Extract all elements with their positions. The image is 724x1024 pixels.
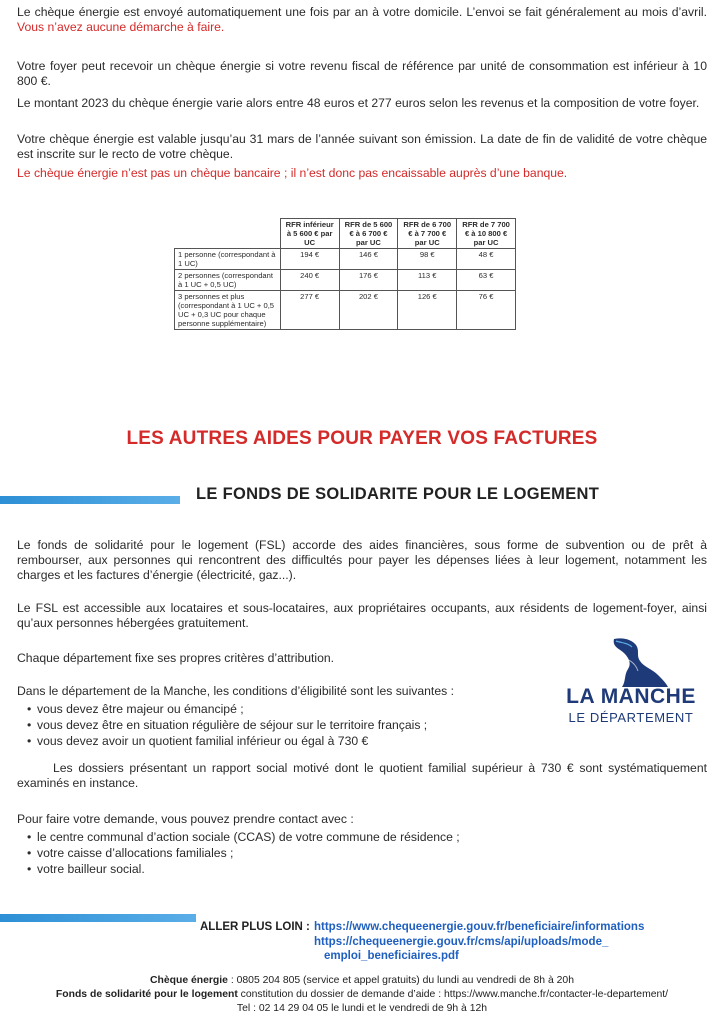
title-accent-bar	[0, 496, 180, 504]
list-item: • votre caisse d’allocations familiales ;	[17, 845, 617, 861]
table-cell: 176 €	[339, 270, 398, 291]
fsl-title: LE FONDS DE SOLIDARITE POUR LE LOGEMENT	[196, 485, 600, 503]
table-row-label: 3 personnes et plus (correspondant à 1 UC + 0,5 UC + 0,3 UC pour chaque personne supplémentaire)	[175, 291, 281, 330]
list-item: • vous devez avoir un quotient familial inférieur ou égal à 730 €	[17, 733, 537, 749]
intro-paragraph-3: Le montant 2023 du chèque énergie varie alors entre 48 euros et 277 euros selon les revenus et la composition de votre foyer.	[17, 96, 700, 110]
intro-paragraph-1	[17, 5, 707, 35]
intro-paragraph-5: Le chèque énergie n’est pas un chèque bancaire ; il n’est donc pas encaissable auprès d’une banque.	[17, 166, 568, 180]
section-title: LES AUTRES AIDES POUR PAYER VOS FACTURES	[126, 428, 598, 449]
more-accent-bar	[0, 914, 196, 922]
fsl-paragraph-2: Le FSL est accessible aux locataires et sous-locataires, aux propriétaires occupants, aux résidents de logement-foyer, ainsi qu’aux personnes hébergées gratuitement.	[17, 601, 707, 630]
table-corner-cell	[175, 219, 281, 249]
footer-l1-text: : 0805 204 805 (service et appel gratuits) du lundi au vendredi de 8h à 20h	[227, 975, 574, 986]
more-label: ALLER PLUS LOIN :	[200, 921, 310, 933]
table-header: RFR de 5 600 € à 6 700 € par UC	[339, 219, 398, 249]
list-item: • vous devez être majeur ou émancipé ;	[17, 701, 537, 717]
fsl-paragraph-5: Les dossiers présentant un rapport social motivé dont le quotient familial supérieur à 730 € sont systématiquement examinés en instance.	[17, 761, 707, 790]
list-item: • vous devez être en situation régulière de séjour sur le territoire français ;	[17, 717, 537, 733]
list-item: • le centre communal d’action sociale (CCAS) de votre commune de résidence ;	[17, 829, 617, 845]
list-item: • votre bailleur social.	[17, 861, 617, 877]
fsl-paragraph-4: Dans le département de la Manche, les conditions d’éligibilité sont les suivantes :	[17, 684, 454, 698]
table-row	[175, 270, 516, 291]
logo-line-2: LE DÉPARTEMENT	[568, 710, 694, 725]
link-mode-emploi-cont[interactable]: emploi_beneficiaires.pdf	[324, 950, 459, 962]
la-manche-map-icon	[602, 637, 682, 687]
conditions-list	[17, 701, 537, 749]
table-row	[175, 291, 516, 330]
intro-paragraph-4: Votre chèque énergie est valable jusqu’au 31 mars de l’année suivant son émission. La date de fin de validité de votre chèque est inscrite sur le recto de votre chèque.	[17, 132, 707, 161]
footer-line-1	[0, 974, 724, 987]
footer-l2-bold: Fonds de solidarité pour le logement	[55, 989, 238, 1000]
table-cell: 48 €	[457, 249, 516, 270]
logo-line-1: LA MANCHE	[566, 685, 696, 708]
table-header-row	[175, 219, 516, 249]
table-cell: 63 €	[457, 270, 516, 291]
contacts-list	[17, 829, 617, 877]
table-row-label: 2 personnes (correspondant à 1 UC + 0,5 UC)	[175, 270, 281, 291]
table-cell: 76 €	[457, 291, 516, 330]
cheque-energie-table	[174, 218, 516, 330]
table-row-label: 1 personne (correspondant à 1 UC)	[175, 249, 281, 270]
table-cell: 277 €	[280, 291, 339, 330]
table-cell: 98 €	[398, 249, 457, 270]
intro-paragraph-2: Votre foyer peut recevoir un chèque énergie si votre revenu fiscal de référence par unité de consommation est inférieur à 10 800 €.	[17, 59, 707, 88]
footer-line-3: Tel : 02 14 29 04 05 le lundi et le vendredi de 9h à 12h	[236, 1003, 488, 1014]
table-cell: 126 €	[398, 291, 457, 330]
footer-line-2	[0, 988, 724, 1001]
table-header: RFR de 7 700 € à 10 800 € par UC	[457, 219, 516, 249]
table-cell: 194 €	[280, 249, 339, 270]
table-row	[175, 249, 516, 270]
link-mode-emploi[interactable]: https://chequeenergie.gouv.fr/cms/api/uploads/mode_	[314, 936, 609, 948]
table-header: RFR inférieur à 5 600 € par UC	[280, 219, 339, 249]
table-cell: 240 €	[280, 270, 339, 291]
intro-p1-red: Vous n’avez aucune démarche à faire.	[17, 20, 225, 34]
intro-p1-text: Le chèque énergie est envoyé automatiquement une fois par an à votre domicile. L’envoi se fait généralement au mois d’avril.	[17, 5, 707, 19]
table-header: RFR de 6 700 € à 7 700 € par UC	[398, 219, 457, 249]
link-informations[interactable]: https://www.chequeenergie.gouv.fr/beneficiaire/informations	[314, 921, 645, 933]
table-cell: 146 €	[339, 249, 398, 270]
fsl-paragraph-1: Le fonds de solidarité pour le logement (FSL) accorde des aides financières, sous forme de subvention ou de prêt à rembourser, aux personnes qui rencontrent des difficultés pour payer les dépenses liées à leur logement, notamment les charges et les factures d’énergie (électricité, gaz...).	[17, 538, 707, 582]
fsl-paragraph-3: Chaque département fixe ses propres critères d’attribution.	[17, 651, 335, 665]
footer-l2-text: constitution du dossier de demande d’aide : https://www.manche.fr/contacter-le-departement/	[237, 989, 669, 1000]
table-cell: 113 €	[398, 270, 457, 291]
fsl-paragraph-6: Pour faire votre demande, vous pouvez prendre contact avec :	[17, 812, 354, 826]
footer-l1-bold: Chèque énergie	[150, 975, 228, 986]
table-cell: 202 €	[339, 291, 398, 330]
la-manche-logo	[556, 637, 706, 729]
